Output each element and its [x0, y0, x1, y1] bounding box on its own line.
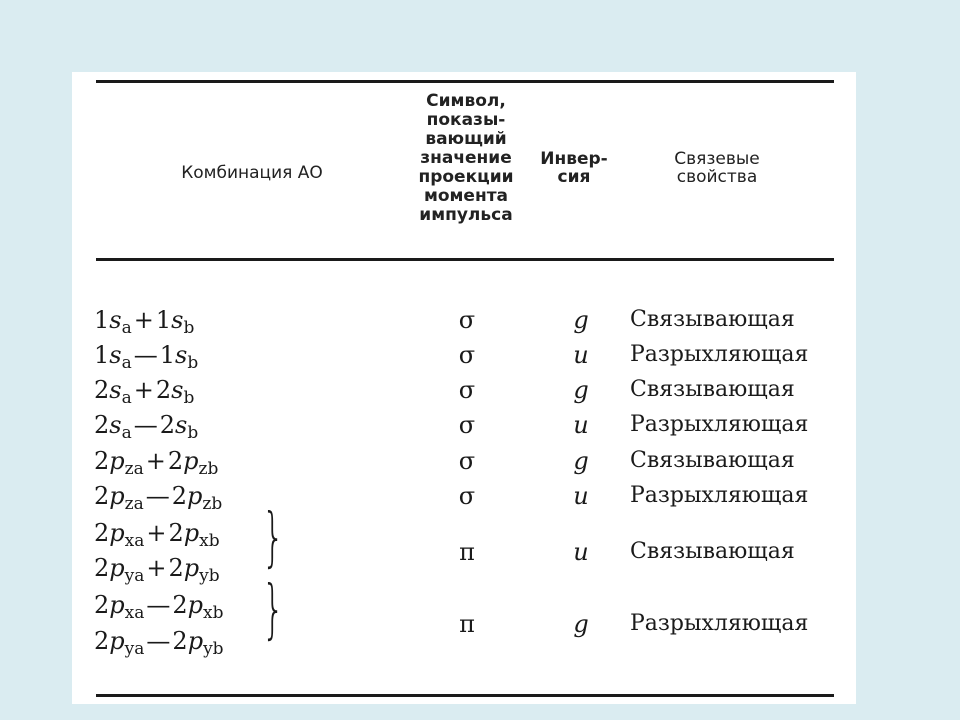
orbital-b-subscript: yb [199, 566, 220, 586]
orbital-b-symbol: p [183, 554, 200, 582]
inversion-cell: g [573, 610, 589, 638]
bonding-cell: Связывающая [630, 377, 795, 402]
inversion-cell: u [573, 538, 589, 566]
orbital-b-subscript: yb [203, 639, 224, 659]
orbital-a-subscript: a [121, 388, 132, 408]
orbital-b-subscript: xb [203, 603, 224, 623]
orbital-a-symbol: s [109, 306, 122, 334]
orbital-b-symbol: s [171, 376, 184, 404]
operator: + [146, 519, 167, 547]
symbol-cell: π [459, 610, 475, 638]
orbital-b-subscript: b [183, 388, 195, 408]
combination-cell [94, 554, 220, 590]
orbital-b-symbol: p [187, 482, 203, 510]
inversion-cell: g [573, 306, 589, 334]
operator: + [145, 447, 166, 475]
bonding-cell: Разрыхляющая [630, 412, 809, 437]
orbital-a-symbol: s [109, 376, 122, 404]
orbital-b: $2p_{xb}$ [168, 519, 220, 551]
orbital-b-subscript: b [187, 353, 199, 373]
operator: — [146, 627, 171, 655]
orbital-b-symbol: s [175, 341, 188, 369]
orbital-a: $2s_a$ [94, 411, 132, 443]
orbital-b-symbol: p [187, 627, 204, 655]
orbital-a: $1s_a$ [94, 306, 132, 338]
orbital-b-subscript: zb [202, 494, 223, 514]
combination-cell [94, 411, 198, 447]
orbital-b-symbol: s [171, 306, 184, 334]
orbital-b: $2p_{yb}$ [168, 554, 220, 586]
orbital-b: $2p_{zb}$ [167, 447, 219, 479]
combination-cell [94, 627, 224, 663]
orbital-a-subscript: a [121, 318, 132, 338]
orbital-b: $2p_{xb}$ [172, 591, 224, 623]
orbital-a: $2p_{xa}$ [94, 519, 145, 551]
orbital-a: $2p_{za}$ [94, 482, 144, 514]
brace-symbol: } [262, 501, 285, 575]
orbital-b-symbol: p [187, 591, 204, 619]
brace-symbol: } [262, 573, 285, 647]
bonding-cell: Связывающая [630, 307, 795, 332]
orbital-b: $2p_{zb}$ [171, 482, 223, 514]
orbital-b: $2s_b$ [159, 411, 199, 443]
inversion-cell: g [573, 447, 589, 475]
orbital-b-subscript: xb [199, 531, 220, 551]
orbital-b-symbol: p [183, 447, 199, 475]
operator: + [133, 376, 154, 404]
header-inversion: Инвер- сия [540, 149, 608, 187]
orbital-b: $1s_b$ [159, 341, 199, 373]
orbital-b: $1s_b$ [155, 306, 195, 338]
operator: — [133, 341, 158, 369]
orbital-a-symbol: p [109, 519, 125, 547]
bonding-cell: Разрыхляющая [630, 342, 809, 367]
orbital-a-subscript: a [121, 423, 132, 443]
bonding-cell: Разрыхляющая [630, 611, 809, 636]
symbol-cell: π [459, 538, 475, 566]
orbital-a-subscript: xa [124, 531, 145, 551]
operator: — [133, 411, 158, 439]
operator: + [133, 306, 154, 334]
orbital-a: $2s_a$ [94, 376, 132, 408]
orbital-b-symbol: p [183, 519, 200, 547]
orbital-b: $2p_{yb}$ [172, 627, 224, 659]
orbital-b-subscript: b [183, 318, 195, 338]
combination-cell [94, 376, 194, 412]
symbol-cell: σ [458, 447, 476, 475]
combination-cell [94, 591, 224, 627]
header-symbol: Символ, показы- вающий значение проекции момента импульса [418, 91, 514, 225]
orbital-a-symbol: p [109, 554, 125, 582]
orbital-b-symbol: s [175, 411, 188, 439]
bonding-cell: Связывающая [630, 539, 795, 564]
operator: — [146, 591, 171, 619]
orbital-a-symbol: p [109, 482, 125, 510]
bonding-cell: Связывающая [630, 448, 795, 473]
combination-cell [94, 306, 194, 342]
operator: — [145, 482, 170, 510]
inversion-cell: u [573, 341, 589, 369]
header-combination: Комбинация АО [181, 163, 323, 183]
orbital-a-subscript: ya [124, 566, 145, 586]
orbital-b-subscript: zb [198, 459, 219, 479]
orbital-b: $2s_b$ [155, 376, 195, 408]
combination-cell [94, 519, 220, 555]
bottom-rule [96, 694, 834, 697]
orbital-a: $1s_a$ [94, 341, 132, 373]
orbital-a-symbol: s [109, 341, 122, 369]
header-bonding: Связевые свойства [674, 149, 760, 187]
orbital-a-subscript: za [124, 494, 144, 514]
orbital-a-symbol: p [109, 447, 125, 475]
operator: + [146, 554, 167, 582]
orbital-a-subscript: za [124, 459, 144, 479]
bonding-cell: Разрыхляющая [630, 483, 809, 508]
orbital-a-symbol: p [109, 627, 125, 655]
orbital-a-symbol: p [109, 591, 125, 619]
combination-cell [94, 482, 222, 518]
orbital-a: $2p_{za}$ [94, 447, 144, 479]
orbital-a-subscript: ya [124, 639, 145, 659]
symbol-cell: σ [458, 482, 476, 510]
header-rule [96, 258, 834, 261]
symbol-cell: σ [458, 376, 476, 404]
inversion-cell: u [573, 482, 589, 510]
inversion-cell: u [573, 411, 589, 439]
inversion-cell: g [573, 376, 589, 404]
orbital-a-subscript: xa [124, 603, 145, 623]
orbital-a-symbol: s [109, 411, 122, 439]
symbol-cell: σ [458, 306, 476, 334]
symbol-cell: σ [458, 411, 476, 439]
orbital-a: $2p_{ya}$ [94, 627, 145, 659]
combination-cell [94, 341, 198, 377]
orbital-a: $2p_{xa}$ [94, 591, 145, 623]
orbital-a-subscript: a [121, 353, 132, 373]
orbital-b-subscript: b [187, 423, 199, 443]
orbital-a: $2p_{ya}$ [94, 554, 145, 586]
combination-cell [94, 447, 218, 483]
top-rule [96, 80, 834, 83]
table-sheet [72, 72, 856, 704]
symbol-cell: σ [458, 341, 476, 369]
